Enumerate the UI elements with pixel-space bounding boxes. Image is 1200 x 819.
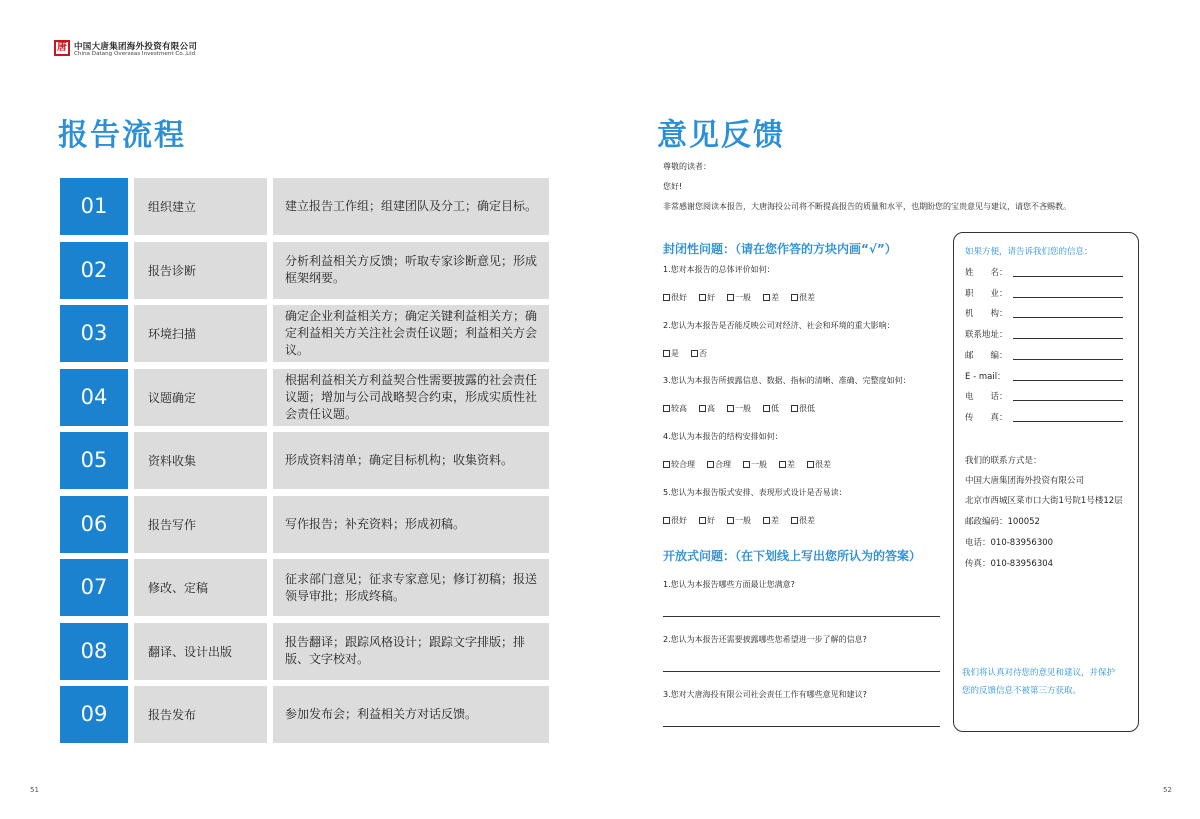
- info-field-line[interactable]: [1013, 380, 1123, 381]
- answer-checkbox[interactable]: 好: [699, 515, 715, 526]
- step-number: 08: [60, 623, 128, 680]
- step-description: 参加发布会；利益相关方对话反馈。: [273, 686, 549, 743]
- info-field-label: 职 业：: [965, 288, 1008, 299]
- option-row: [663, 515, 827, 526]
- step-name: 资料收集: [134, 432, 267, 489]
- closed-question-text: 2.您认为本报告是否能反映公司对经济、社会和环境的重大影响：: [663, 321, 895, 330]
- info-field-label: 机 构：: [965, 309, 1008, 320]
- company-name-en: China Datang Overseas Investment Co.,Ltd.: [74, 51, 197, 57]
- process-row: [60, 432, 549, 489]
- answer-checkbox[interactable]: 差: [779, 459, 795, 470]
- closed-questions-heading: 封闭性问题：（请在您作答的方块内画“√”）: [663, 242, 897, 256]
- option-row: [663, 292, 827, 303]
- answer-checkbox[interactable]: 很差: [791, 292, 815, 303]
- step-name: 翻译、设计出版: [134, 623, 267, 680]
- privacy-note-line2: 您的反馈信息不被第三方获取。: [962, 686, 1082, 696]
- info-field-line[interactable]: [1013, 421, 1123, 422]
- step-description: 建立报告工作组；组建团队及分工；确定目标。: [273, 178, 549, 235]
- answer-checkbox[interactable]: 较高: [663, 403, 687, 414]
- info-field-line[interactable]: [1013, 297, 1123, 298]
- open-question-text: 2.您认为本报告还需要披露哪些您希望进一步了解的信息?: [663, 635, 867, 644]
- info-field-label: E - mail：: [965, 371, 1006, 382]
- left-page-title: 报告流程: [58, 118, 186, 153]
- process-row: [60, 178, 549, 235]
- open-question-text: 3.您对大唐海投有限公司社会责任工作有哪些意见和建议?: [663, 690, 867, 699]
- step-description: 根据利益相关方利益契合性需要披露的社会责任议题；增加与公司战略契合约束，形成实质性社会责任议题。: [273, 369, 549, 426]
- answer-checkbox[interactable]: 一般: [727, 292, 751, 303]
- closed-question-text: 1.您对本报告的总体评价如何：: [663, 265, 775, 274]
- step-number: 02: [60, 242, 128, 299]
- info-field-label: 电 话：: [965, 392, 1008, 403]
- answer-line[interactable]: [663, 616, 940, 617]
- option-row: [663, 459, 843, 470]
- contact-phone: 电话：010-83956300: [965, 538, 1054, 548]
- answer-checkbox[interactable]: 很好: [663, 292, 687, 303]
- step-number: 01: [60, 178, 128, 235]
- info-field-line[interactable]: [1013, 317, 1123, 318]
- intro-text: 非常感谢您阅读本报告，大唐海投公司将不断提高报告的质量和水平，也期盼您的宝贵意见与建议，请您不吝赐教。: [663, 202, 1071, 211]
- step-name: 组织建立: [134, 178, 267, 235]
- step-number: 07: [60, 559, 128, 616]
- contact-fax: 传真：010-83956304: [965, 559, 1054, 569]
- step-name: 环境扫描: [134, 305, 267, 362]
- step-number: 09: [60, 686, 128, 743]
- info-field-label: 联系地址：: [965, 330, 1008, 341]
- company-name-cn: 中国大唐集团海外投资有限公司: [74, 42, 198, 52]
- answer-checkbox[interactable]: 较合理: [663, 459, 695, 470]
- answer-checkbox[interactable]: 否: [691, 348, 707, 359]
- step-name: 报告发布: [134, 686, 267, 743]
- left-page-number: 51: [30, 786, 39, 794]
- info-field-line[interactable]: [1013, 359, 1123, 360]
- answer-checkbox[interactable]: 合理: [707, 459, 731, 470]
- hello-text: 您好!: [663, 182, 683, 191]
- answer-checkbox[interactable]: 高: [699, 403, 715, 414]
- contact-postcode: 邮政编码：100052: [965, 517, 1040, 527]
- step-number: 06: [60, 496, 128, 553]
- answer-checkbox[interactable]: 差: [763, 292, 779, 303]
- closed-question-text: 4.您认为本报告的结构安排如何：: [663, 432, 783, 441]
- answer-checkbox[interactable]: 很差: [791, 515, 815, 526]
- closed-question-text: 3.您认为本报告所披露信息、数据、指标的清晰、准确、完整度如何：: [663, 376, 911, 385]
- contact-address: 北京市西城区菜市口大街1号院1号楼12层: [965, 496, 1123, 506]
- option-row: [663, 403, 827, 414]
- step-description: 写作报告；补充资料；形成初稿。: [273, 496, 549, 553]
- step-description: 报告翻译；跟踪风格设计；跟踪文字排版；排版、文字校对。: [273, 623, 549, 680]
- step-name: 修改、定稿: [134, 559, 267, 616]
- company-logo-icon: 唐: [54, 40, 70, 56]
- right-page-number: 52: [1163, 786, 1172, 794]
- closed-question-text: 5.您认为本报告版式安排、表现形式设计是否易读：: [663, 488, 847, 497]
- answer-checkbox[interactable]: 一般: [743, 459, 767, 470]
- process-row: [60, 559, 549, 616]
- step-number: 04: [60, 369, 128, 426]
- privacy-note-line1: 我们将认真对待您的意见和建议，并保护: [962, 668, 1116, 678]
- open-question-text: 1.您认为本报告哪些方面最让您满意?: [663, 580, 795, 589]
- answer-checkbox[interactable]: 一般: [727, 515, 751, 526]
- contact-title: 我们的联系方式是：: [965, 456, 1042, 466]
- step-number: 05: [60, 432, 128, 489]
- process-row: [60, 369, 549, 426]
- step-name: 议题确定: [134, 369, 267, 426]
- info-box-title: 如果方便，请告诉我们您的信息：: [965, 247, 1093, 257]
- info-field-label: 姓 名：: [965, 268, 1008, 278]
- info-field-line[interactable]: [1013, 400, 1123, 401]
- answer-checkbox[interactable]: 低: [763, 403, 779, 414]
- info-field-label: 传 真：: [965, 412, 1008, 423]
- answer-checkbox[interactable]: 很差: [807, 459, 831, 470]
- process-row: [60, 623, 549, 680]
- step-name: 报告写作: [134, 496, 267, 553]
- option-row: [663, 348, 719, 359]
- info-field-label: 邮 编：: [965, 350, 1008, 361]
- step-description: 确定企业利益相关方；确定关键利益相关方；确定利益相关方关注社会责任议题；利益相关方会议。: [273, 305, 549, 362]
- step-description: 形成资料清单；确定目标机构；收集资料。: [273, 432, 549, 489]
- process-row: [60, 305, 549, 362]
- process-row: [60, 242, 549, 299]
- answer-checkbox[interactable]: 很低: [791, 403, 815, 414]
- answer-checkbox[interactable]: 好: [699, 292, 715, 303]
- info-field-line[interactable]: [1013, 338, 1123, 339]
- step-description: 征求部门意见；征求专家意见；修订初稿；报送领导审批；形成终稿。: [273, 559, 549, 616]
- greeting: 尊敬的读者：: [663, 162, 711, 171]
- answer-line[interactable]: [663, 726, 940, 727]
- info-field-line[interactable]: [1013, 276, 1123, 277]
- answer-checkbox[interactable]: 是: [663, 348, 679, 359]
- open-questions-heading: 开放式问题：（在下划线上写出您所认为的答案）: [663, 549, 922, 563]
- process-row: [60, 496, 549, 553]
- answer-checkbox[interactable]: 一般: [727, 403, 751, 414]
- step-description: 分析利益相关方反馈；听取专家诊断意见；形成框架纲要。: [273, 242, 549, 299]
- answer-checkbox[interactable]: 很好: [663, 515, 687, 526]
- step-number: 03: [60, 305, 128, 362]
- answer-line[interactable]: [663, 671, 940, 672]
- right-page-title: 意见反馈: [657, 118, 785, 153]
- step-name: 报告诊断: [134, 242, 267, 299]
- answer-checkbox[interactable]: 差: [763, 515, 779, 526]
- process-row: [60, 686, 549, 743]
- contact-company: 中国大唐集团海外投资有限公司: [965, 476, 1085, 486]
